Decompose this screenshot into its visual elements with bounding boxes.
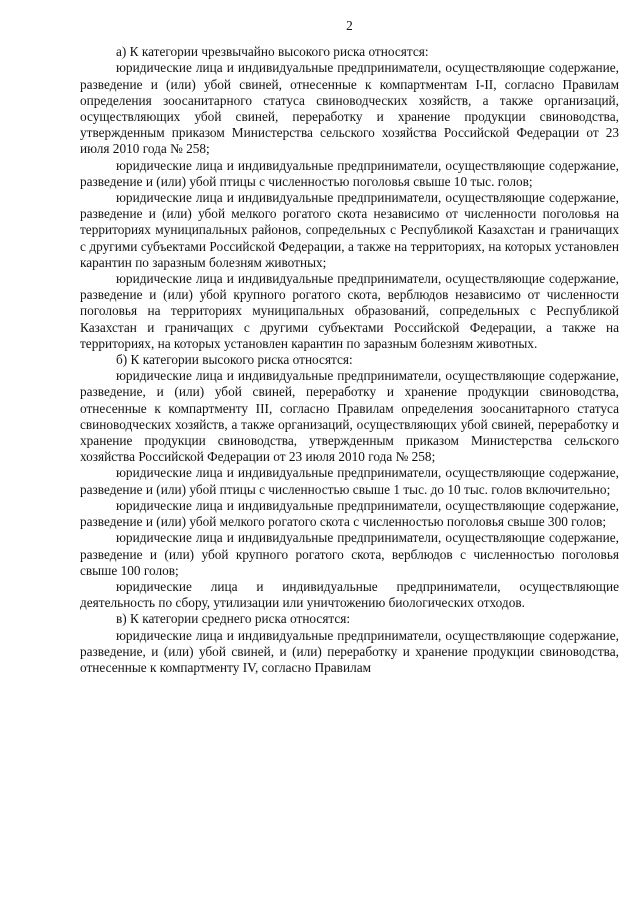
paragraph: юридические лица и индивидуальные предприниматели, осуществляющие содержание, разведение и (или) убой птицы с численностью свыше 1 тыс. до 10 тыс. голов включительно; [80,465,619,497]
paragraph: юридические лица и индивидуальные предприниматели, осуществляющие содержание, разведение и (или) убой свиней, отнесенные к компартментам I-II, согласно Правилам определения зоосанитарного статуса свиноводческих хозяйств, а также организаций, осуществляющих убой свиней, переработку и хранение продукции свиноводства, утвержденным приказом Министерства сельского хозяйства Российской Федерации от 23 июля 2010 года № 258; [80,60,619,157]
section-heading: в) К категории среднего риска относятся: [116,611,351,627]
page-number: 2 [346,18,353,33]
section-heading: б) К категории высокого риска относятся: [116,352,353,368]
paragraph: юридические лица и индивидуальные предприниматели, осуществляющие содержание, разведение, и (или) убой свиней, переработку и хранение продукции свиноводства, отнесенные к компартменту III, согласно Правилам определения зоосанитарного статуса свиноводческих хозяйств, а также организаций, осуществляющих убой свиней, переработку и хранение продукции свиноводства, утвержденным приказом Министерства сельского хозяйства Российской Федерации от 23 июля 2010 года № 258; [80,368,619,465]
section-heading: а) К категории чрезвычайно высокого риска относятся: [116,44,429,60]
paragraph: юридические лица и индивидуальные предприниматели, осуществляющие содержание, разведение и (или) убой крупного рогатого скота, верблюдов независимо от численности поголовья на территориях муниципальных образований, сопредельных с Республикой Казахстан и граничащих с другими субъектами Российской Федерации, а также на территориях, на которых установлен карантин по заразным болезням животных. [80,271,619,351]
paragraph: юридические лица и индивидуальные предприниматели, осуществляющие содержание, разведение и (или) убой мелкого рогатого скота с численностью поголовья свыше 300 голов; [80,497,619,530]
paragraph: юридические лица и индивидуальные предприниматели, осуществляющие содержание, разведение и (или) убой мелкого рогатого скота независимо от численности поголовья на территориях муниципальных районов, сопредельных с Республикой Казахстан и граничащих с другими субъектами Российской Федерации, а также на территориях, на которых установлен карантин по заразным болезням животных; [80,190,619,270]
paragraph: юридические лица и индивидуальные предприниматели, осуществляющие содержание, разведение и (или) убой птицы с численностью поголовья свыше 10 тыс. голов; [80,157,619,189]
paragraph: юридические лица и индивидуальные предприниматели, осуществляющие содержание, разведение и (или) убой крупного рогатого скота, верблюдов с численностью поголовья свыше 100 голов; [80,530,619,578]
paragraph: юридические лица и индивидуальные предприниматели, осуществляющие содержание, разведение, и (или) убой свиней, и (или) переработку и хранение продукции свиноводства, отнесенные к компартменту IV, согласно Правилам [80,627,619,675]
paragraph: юридические лица и индивидуальные предприниматели, осуществляющие деятельность по сбору, утилизации или уничтожению биологических отходов. [80,578,619,611]
document-body [80,44,619,676]
